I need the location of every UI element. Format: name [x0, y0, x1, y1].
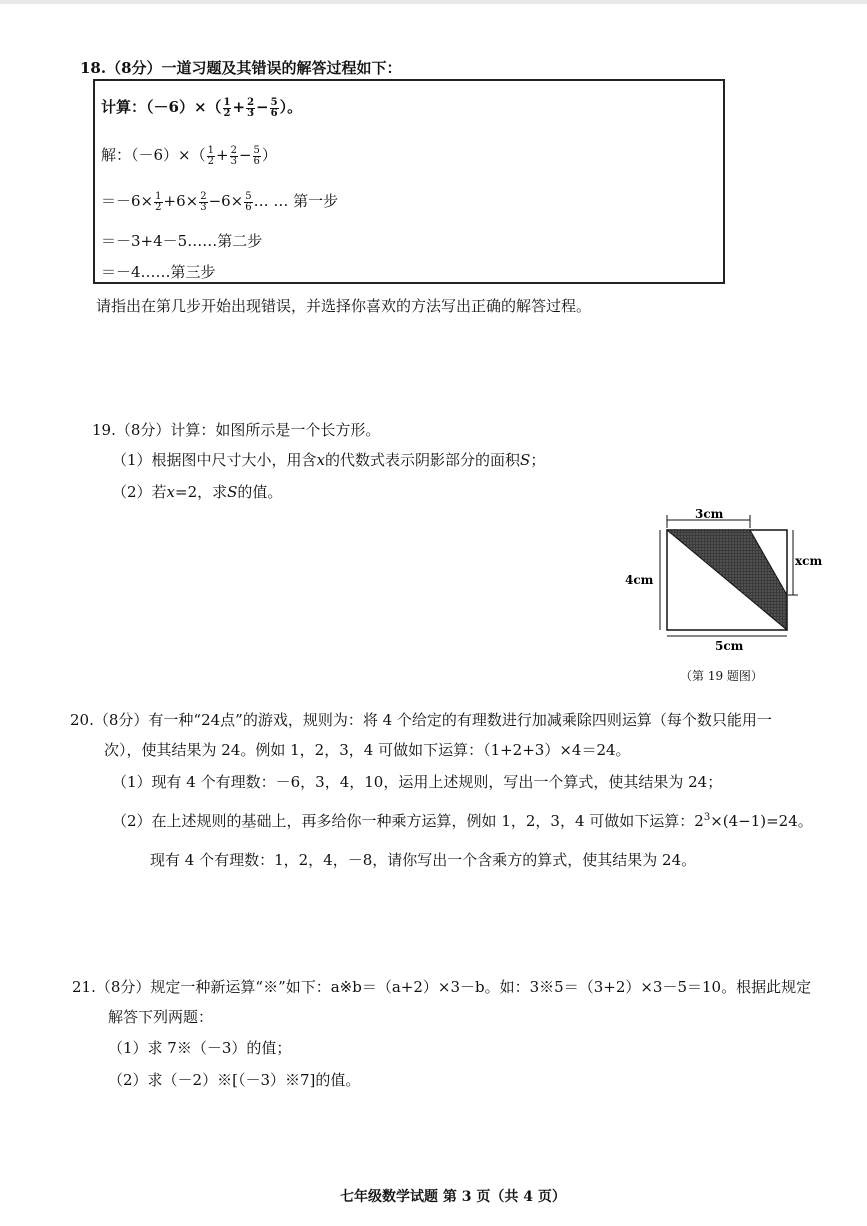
q19-part1-x: x	[316, 451, 326, 469]
q18-solution-line: 解：（－6）×（ $\frac{1}{2}$ + $\frac{2}{3}$ − $\frac{5}{6}$ ）	[101, 144, 277, 167]
fraction-5-6: $\frac{5}{6}$	[270, 96, 278, 119]
q18-step1	[101, 191, 338, 213]
q19-rectangle-figure	[615, 500, 835, 690]
page-footer: 七年级数学试题 第 3 页（共 4 页）	[340, 1189, 566, 1205]
q18-sol-suffix: ）	[261, 146, 277, 164]
q21-line2: 解答下列两题：	[108, 1008, 214, 1026]
fraction-2-3: $\frac{2}{3}$	[200, 190, 207, 213]
scan-top-edge	[0, 0, 867, 4]
q21-line1: 21.（8分）规定一种新运算“※”如下：a※b＝（a+2）×3－b。如：3※5＝（3+2）×3－5＝10。根据此规定	[72, 978, 812, 996]
q20-part2	[112, 808, 813, 831]
q20-part1: （1）现有 4 个有理数：－6，3，4，10，运用上述规则，写出一个算式，使其结果为 24；	[112, 773, 723, 791]
q19-part2-a: （2）若	[112, 483, 167, 501]
q18-task-prefix: 计算：（－6）×（	[101, 98, 222, 116]
q18-step2: ＝－3+4－5……第二步	[101, 232, 263, 250]
fraction-2-3: $\frac{2}{3}$	[230, 144, 237, 167]
q19-part2-c: 的值。	[237, 483, 283, 501]
q19-figure-caption: （第 19 题图）	[680, 669, 763, 683]
q19-part1-b: 的代数式表示阴影部分的面积	[325, 451, 521, 469]
q19-part1-a: （1）根据图中尺寸大小，用含	[112, 451, 317, 469]
q20-part2-rest: ×(4−1)=24。	[710, 812, 813, 830]
q20-part2-b: 现有 4 个有理数：1，2，4，－8，请你写出一个含乘方的算式，使其结果为 24。	[150, 851, 697, 869]
q18-step3: ＝－4……第三步	[101, 263, 216, 281]
q18-step1-label: … … 第一步	[253, 192, 339, 210]
q19-part2-x: x	[166, 483, 176, 501]
fraction-1-2: $\frac{1}{2}$	[155, 190, 162, 213]
q18-solution-box	[93, 79, 725, 284]
q18-step1-prefix: ＝－6×	[101, 192, 154, 210]
label-xcm: xcm	[795, 554, 823, 568]
q18-header: 18.（8分）一道习题及其错误的解答过程如下：	[80, 59, 402, 77]
fraction-5-6: $\frac{5}{6}$	[245, 190, 252, 213]
q19-part2-s: S	[227, 483, 238, 501]
fraction-1-2: $\frac{1}{2}$	[207, 144, 214, 167]
q18-task: 计算：（－6）×（ $\frac{1}{2}$ + $\frac{2}{3}$ − $\frac{5}{6}$ ）。	[101, 96, 303, 119]
q20-part2-exp: 3	[703, 812, 711, 823]
q20-line1: 20.（8分）有一种“24点”的游戏，规则为：将 4 个给定的有理数进行加减乘除四则运算（每个数只能用一	[70, 711, 772, 729]
q19-part2	[112, 482, 282, 502]
label-5cm: 5cm	[715, 639, 744, 653]
q19-part1	[112, 450, 545, 470]
fraction-1-2: $\frac{1}{2}$	[223, 96, 231, 119]
label-4cm: 4cm	[625, 573, 654, 587]
q21-part2: （2）求（－2）※[（－3）※7]的值。	[108, 1071, 361, 1089]
q19-header: 19.（8分）计算：如图所示是一个长方形。	[92, 421, 381, 439]
q19-part2-b: =2，求	[175, 483, 228, 501]
q21-part1: （1）求 7※（－3）的值；	[108, 1039, 292, 1057]
q20-line2: 次），使其结果为 24。例如 1，2，3，4 可做如下运算：（1+2+3）×4＝24。	[104, 741, 631, 759]
q18-step1-mid2: −6×	[208, 192, 244, 210]
q19-part1-s: S	[520, 451, 531, 469]
q19-part1-c: ；	[530, 451, 546, 469]
q18-instruction: 请指出在第几步开始出现错误，并选择你喜欢的方法写出正确的解答过程。	[96, 297, 592, 315]
label-3cm: 3cm	[695, 507, 724, 521]
fraction-2-3: $\frac{2}{3}$	[247, 96, 255, 119]
q18-sol-prefix: 解：（－6）×（	[101, 146, 206, 164]
q18-step1-mid1: +6×	[163, 192, 199, 210]
q20-part2-base: 2	[694, 812, 704, 830]
q18-task-suffix: ）。	[279, 98, 303, 116]
fraction-5-6: $\frac{5}{6}$	[253, 144, 260, 167]
q20-part2-a: （2）在上述规则的基础上，再多给你一种乘方运算，例如 1，2，3，4 可做如下运算：	[112, 812, 695, 830]
